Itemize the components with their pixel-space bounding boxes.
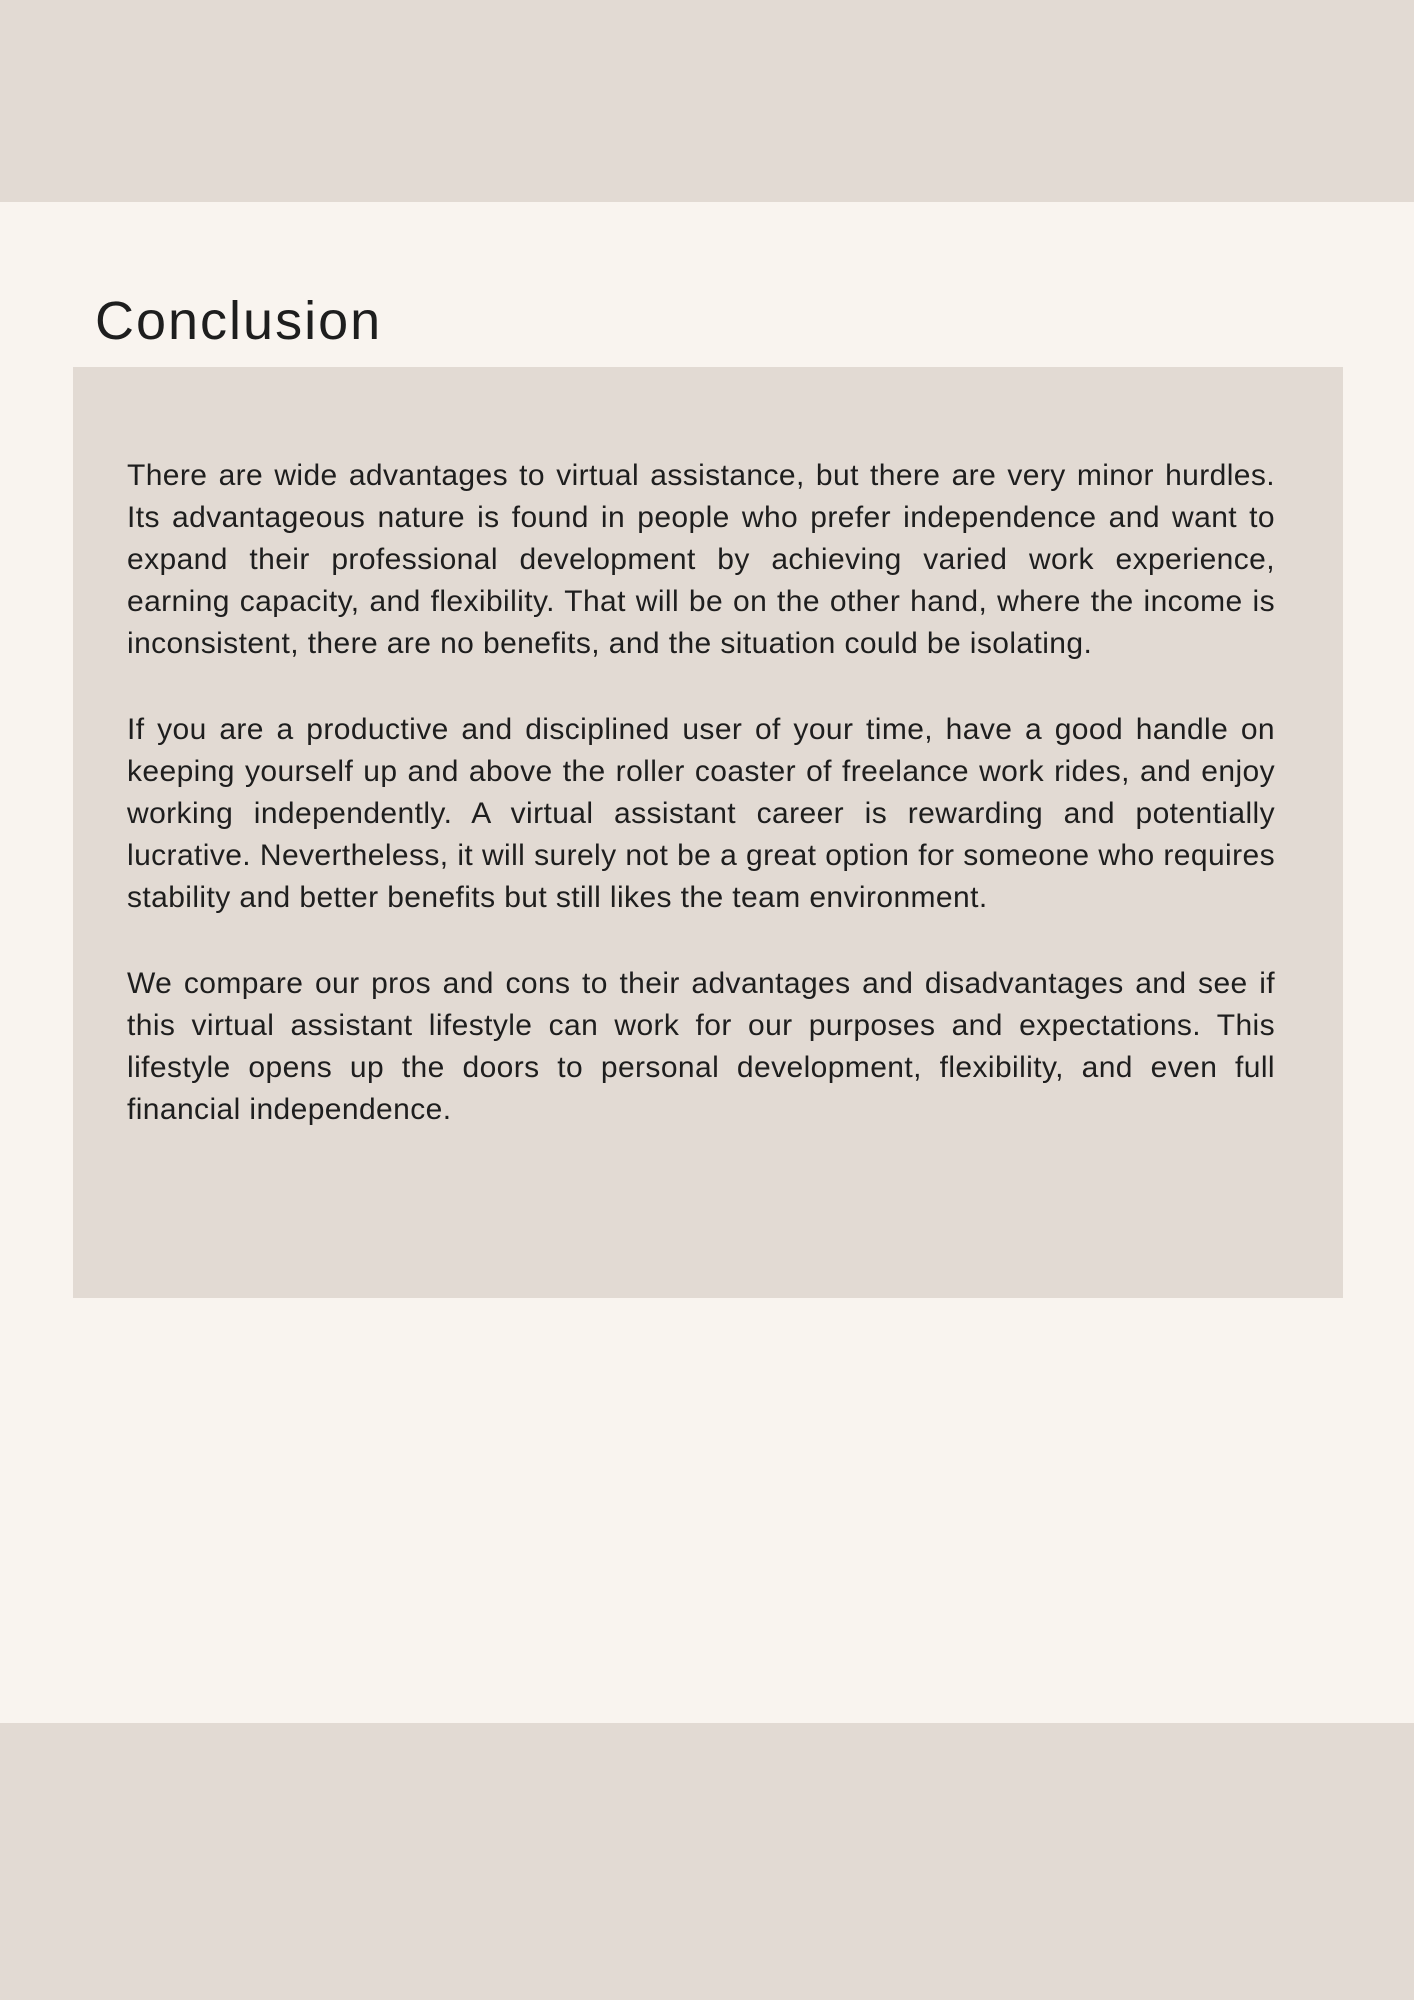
page-title: Conclusion: [95, 291, 383, 351]
paragraph-1: There are wide advantages to virtual assistance, but there are very minor hurdles. Its advantageous nature is found in people who prefer independence and want to expand their professional development by achieving varied work experience, earning capacity, and flexibility. That will be on the other hand, where the income is inconsistent, there are no benefits, and the situation could be isolating.: [127, 459, 1275, 660]
paragraph-2: If you are a productive and disciplined user of your time, have a good handle on keeping yourself up and above the roller coaster of freelance work rides, and enjoy working independently. A virtual assistant career is rewarding and potentially lucrative. Nevertheless, it will surely not be a great option for someone who requires stability and better benefits but still likes the team environment.: [127, 713, 1275, 914]
paragraph-3: We compare our pros and cons to their advantages and disadvantages and see if this virtual assistant lifestyle can work for our purposes and expectations. This lifestyle opens up the doors to personal development, flexibility, and even full financial independence.: [127, 967, 1275, 1126]
bottom-banner: [0, 1723, 1414, 2000]
conclusion-text-box: [73, 367, 1343, 1298]
top-banner: [0, 0, 1414, 202]
